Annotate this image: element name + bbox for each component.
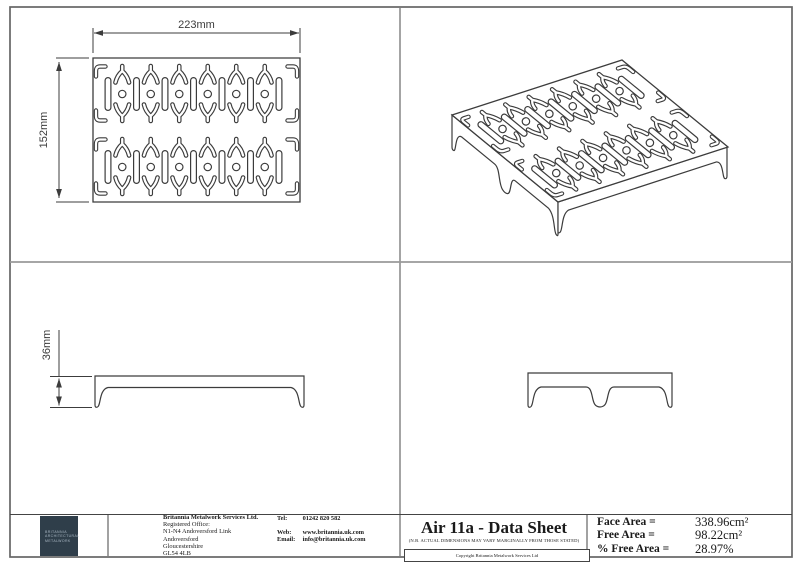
dimensions-note: (N.B. ACTUAL DIMENSIONS MAY VARY MARGINALLY FROM THOSE STATED) bbox=[408, 538, 580, 543]
dim-label-height: 152mm bbox=[38, 111, 50, 149]
sheet-title-cell bbox=[401, 517, 587, 544]
dim-label-thickness: 36mm bbox=[41, 329, 53, 361]
address-line: N1-N4 Andoversford Link bbox=[163, 528, 232, 536]
pct-free-area-value: 28.97% bbox=[695, 541, 734, 556]
sheet-title: Air 11a - Data Sheet bbox=[420, 518, 568, 537]
company-name: Britannia Metalwork Services Ltd. bbox=[163, 514, 259, 521]
dimension-223mm bbox=[93, 28, 300, 53]
isometric-view-drawing bbox=[452, 60, 728, 236]
email-value: info@britannia.uk.com bbox=[302, 536, 366, 543]
pct-free-area-row bbox=[587, 543, 792, 556]
company-logo bbox=[40, 516, 78, 556]
dimension-36mm bbox=[50, 330, 92, 408]
face-area-value: 338.96cm² bbox=[695, 515, 749, 529]
free-area-row bbox=[587, 529, 792, 542]
grate-pattern-isometric bbox=[452, 60, 728, 202]
tel-row bbox=[277, 515, 365, 522]
logo-line: ARCHITECTURAL bbox=[45, 534, 80, 539]
address-line: Gloucestershire bbox=[163, 542, 204, 550]
dim-label-width: 223mm bbox=[178, 19, 215, 31]
face-area-label: Face Area = bbox=[597, 516, 656, 528]
pct-free-area-label: % Free Area = bbox=[597, 542, 670, 555]
logo-line: BRITANNIA bbox=[45, 530, 68, 534]
address-line: GL54 4LB bbox=[163, 550, 191, 558]
web-row bbox=[277, 529, 365, 536]
tel-value: 01242 820 582 bbox=[302, 515, 341, 522]
dimension-152mm bbox=[56, 58, 89, 202]
email-row bbox=[277, 536, 365, 543]
side-profile bbox=[95, 376, 304, 407]
side-view-drawing bbox=[41, 330, 304, 408]
web-value: www.britannia.uk.com bbox=[302, 529, 364, 536]
copyright-strip: Copyright Britannia Metalwork Services Ltd bbox=[404, 549, 590, 562]
email-label: Email: bbox=[277, 536, 296, 543]
end-view-drawing bbox=[528, 373, 672, 407]
company-contact-block bbox=[277, 515, 365, 543]
area-data-table bbox=[587, 516, 792, 556]
top-view-drawing bbox=[38, 19, 300, 202]
grate-pattern-plan bbox=[93, 58, 300, 202]
address-line: Registered Office: bbox=[163, 521, 210, 529]
company-address-block bbox=[163, 514, 258, 557]
logo-line: METALWORK bbox=[45, 538, 71, 543]
free-area-label: Free Area = bbox=[597, 529, 655, 542]
face-area-row bbox=[587, 516, 792, 529]
tel-label: Tel: bbox=[277, 515, 288, 522]
end-profile bbox=[528, 373, 672, 407]
address-line: Andoversford bbox=[163, 535, 199, 543]
web-label: Web: bbox=[277, 529, 292, 536]
free-area-value: 98.22cm² bbox=[695, 528, 743, 543]
